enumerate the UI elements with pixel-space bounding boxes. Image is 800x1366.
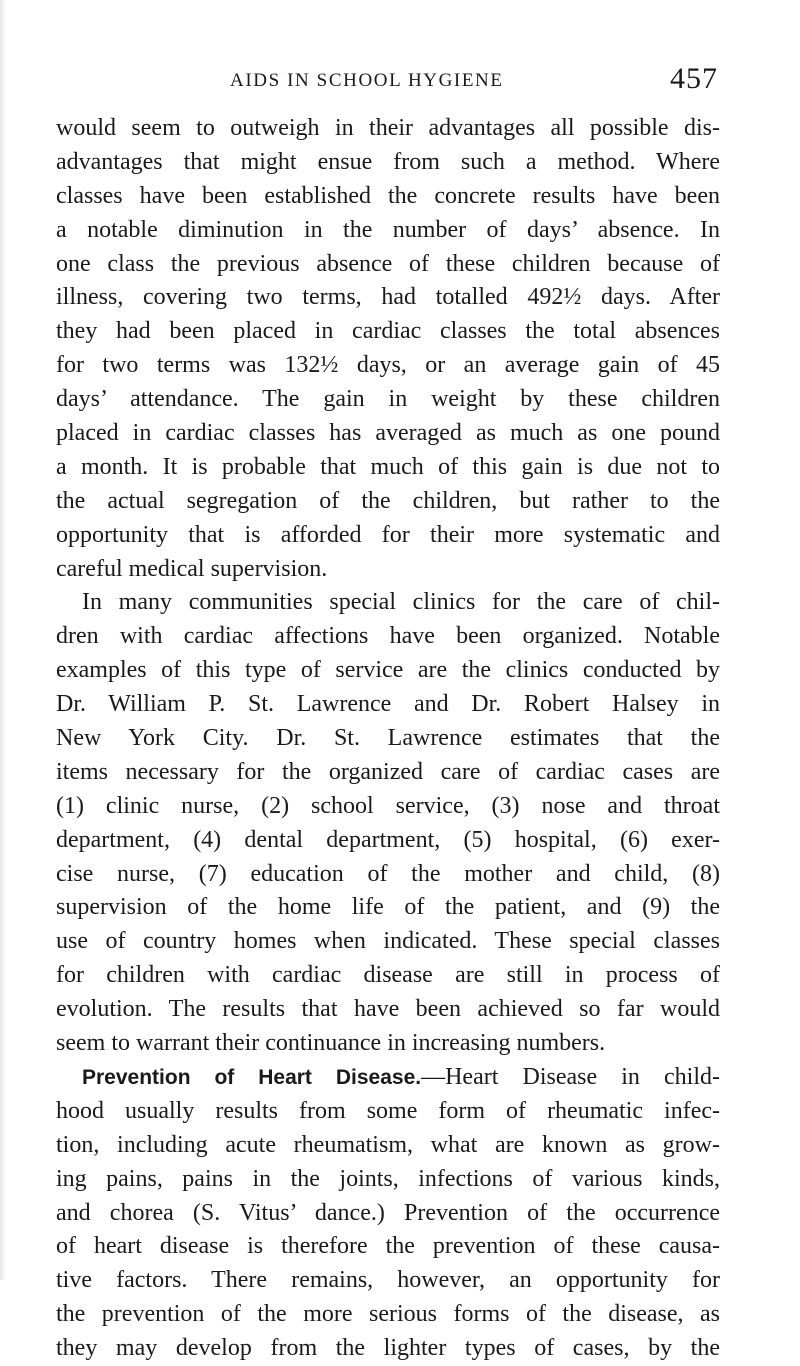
section-subheading: Prevention of Heart Disease. (82, 1065, 422, 1089)
text-line: one class the previous absence of these children because of (56, 250, 720, 277)
text-line: use of country homes when indicated. These special classes (56, 928, 720, 955)
text-line: they may develop from the lighter types of cases, by the (56, 1335, 720, 1362)
text-line: of heart disease is therefore the prevention of these causa- (56, 1233, 720, 1260)
section-start-line (56, 1061, 720, 1095)
text-line: tive factors. There remains, however, an opportunity for (56, 1267, 720, 1294)
text-line: would seem to outweigh in their advantages all possible dis- (56, 115, 720, 141)
running-head: AIDS IN SCHOOL HYGIENE (230, 70, 504, 91)
text-line: tion, including acute rheumatism, what are known as grow- (56, 1131, 720, 1158)
text-line: (1) clinic nurse, (2) school service, (3) nose and throat (56, 792, 720, 819)
text-line: a month. It is probable that much of this gain is due not to (56, 453, 720, 480)
text-line: supervision of the home life of the patient, and (9) the (56, 894, 720, 921)
text-line: the prevention of the more serious forms of the disease, as (56, 1301, 720, 1328)
text-line: hood usually results from some form of rheumatic infec- (56, 1097, 720, 1124)
body-text (56, 112, 720, 1366)
text-line: a notable diminution in the number of days’ absence. In (56, 216, 720, 243)
section-start-text: —Heart Disease in child- (421, 1063, 720, 1090)
text-line: cise nurse, (7) education of the mother and child, (8) (56, 860, 720, 887)
page-header (118, 62, 718, 102)
text-line: examples of this type of service are the clinics conducted by (56, 657, 720, 684)
text-line: items necessary for the organized care of cardiac cases are (56, 758, 720, 785)
text-line: days’ attendance. The gain in weight by these children (56, 386, 720, 413)
paragraph-end-line: seem to warrant their continuance in increasing numbers. (56, 1030, 606, 1057)
text-line: they had been placed in cardiac classes the total absences (56, 318, 720, 345)
text-line: evolution. The results that have been achieved so far would (56, 996, 720, 1023)
paragraph-end-line: careful medical supervision. (56, 555, 328, 582)
text-line: opportunity that is afforded for their more systematic and (56, 521, 720, 548)
page-number: 457 (670, 62, 718, 95)
page-edge-shadow (0, 0, 8, 1280)
text-line: advantages that might ensue from such a method. Where (56, 148, 720, 175)
text-line: for children with cardiac disease are still in process of (56, 962, 720, 989)
text-line: department, (4) dental department, (5) hospital, (6) exer- (56, 826, 720, 853)
text-line: New York City. Dr. St. Lawrence estimates that the (56, 725, 720, 752)
text-line: placed in cardiac classes has averaged as much as one pound (56, 420, 720, 447)
text-line: ing pains, pains in the joints, infections of various kinds, (56, 1165, 720, 1192)
paragraph-start-line: In many communities special clinics for the care of chil- (82, 589, 720, 616)
text-line: Dr. William P. St. Lawrence and Dr. Robert Halsey in (56, 691, 720, 718)
text-line: classes have been established the concrete results have been (56, 182, 720, 209)
text-line: dren with cardiac affections have been organized. Notable (56, 623, 720, 650)
text-line: and chorea (S. Vitus’ dance.) Prevention of the occurrence (56, 1199, 720, 1226)
text-line: for two terms was 132½ days, or an average gain of 45 (56, 352, 720, 379)
text-line: the actual segregation of the children, but rather to the (56, 487, 720, 514)
text-line: illness, covering two terms, had totalled 492½ days. After (56, 284, 720, 311)
